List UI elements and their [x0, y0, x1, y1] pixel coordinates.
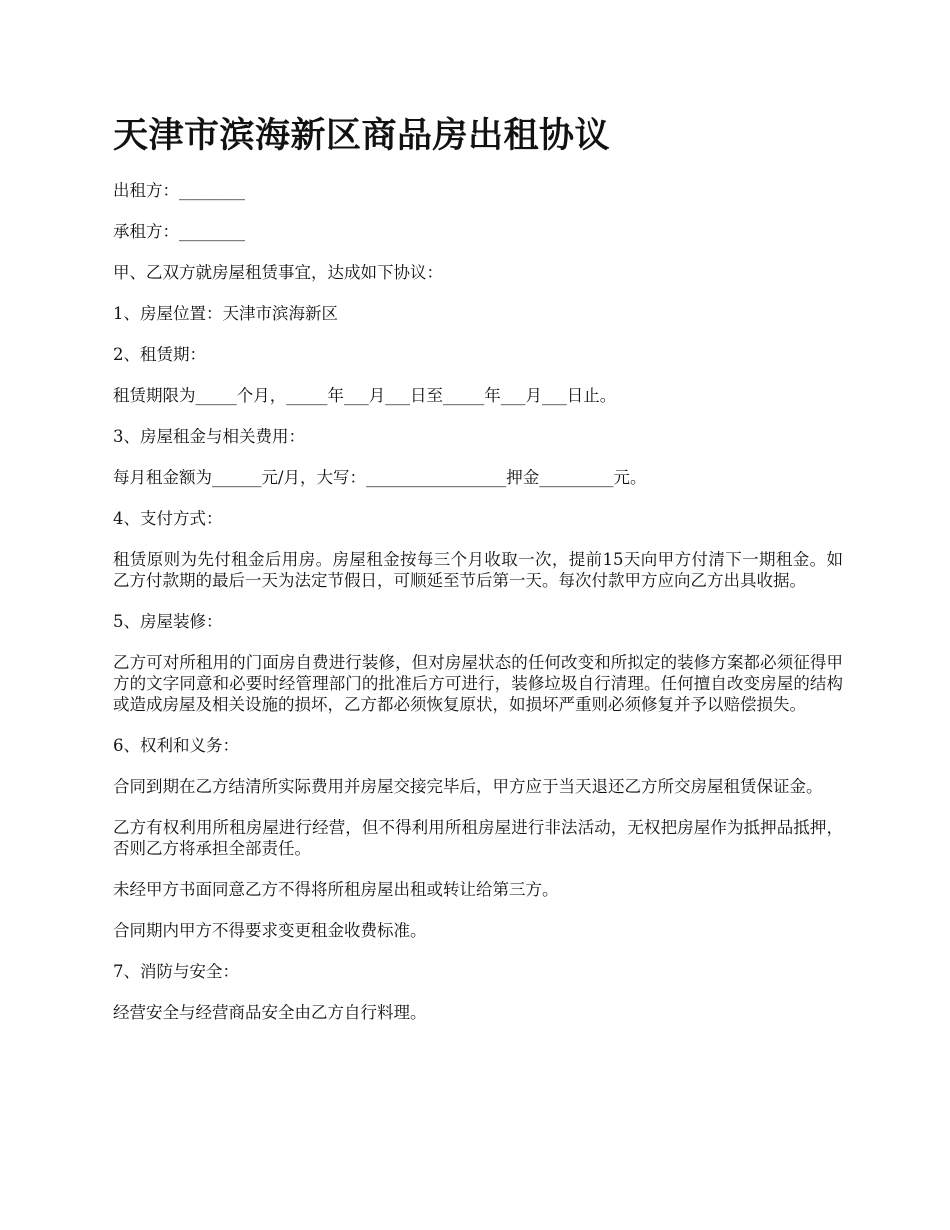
- rent-text: 每月租金额为______元/月，大写：_________________押金_________元。: [113, 468, 647, 487]
- section-heading-safety: 7、消防与安全：: [113, 962, 239, 981]
- document-page: [113, 110, 843, 1043]
- rights-text-deposit: 合同到期在乙方结清所实际费用并房屋交接完毕后，甲方应于当天退还乙方所交房屋租赁保证金。: [113, 777, 823, 796]
- safety-text: 经营安全与经营商品安全由乙方自行料理。: [113, 1003, 427, 1022]
- decoration-text: 乙方可对所租用的门面房自费进行装修，但对房屋状态的任何改变和所拟定的装修方案都必须征得甲方的文字同意和必要时经管理部门的批准后方可进行，装修垃圾自行清理。任何擅自改变房屋的结构或造成房屋及相关设施的损坏，乙方都必须恢复原状，如损坏严重则必须修复并予以赔偿损失。: [113, 653, 843, 714]
- lessor-line: 出租方：________: [113, 181, 245, 200]
- rights-text-sublease: 未经甲方书面同意乙方不得将所租房屋出租或转让给第三方。: [113, 880, 559, 899]
- rights-text-rent-change: 合同期内甲方不得要求变更租金收费标准。: [113, 921, 427, 940]
- section-heading-lease-term: 2、租赁期：: [113, 345, 206, 364]
- section-heading-rights: 6、权利和义务：: [113, 736, 239, 755]
- rights-text-usage: 乙方有权利用所租房屋进行经营，但不得利用所租房屋进行非法活动，无权把房屋作为抵押品抵押，否则乙方将承担全部责任。: [113, 818, 843, 858]
- section-heading-rent: 3、房屋租金与相关费用：: [113, 427, 305, 446]
- agreement-intro: 甲、乙双方就房屋租赁事宜，达成如下协议：: [113, 263, 443, 282]
- payment-text: 租赁原则为先付租金后用房。房屋租金按每三个月收取一次，提前15天向甲方付清下一期租金。如乙方付款期的最后一天为法定节假日，可顺延至节后第一天。每次付款甲方应向乙方出具收据。: [113, 550, 843, 590]
- document-title: 天津市滨海新区商品房出租协议: [113, 115, 611, 156]
- section-heading-decoration: 5、房屋装修：: [113, 612, 223, 631]
- section-heading-payment: 4、支付方式：: [113, 509, 223, 528]
- lease-term-text: 租赁期限为_____个月，_____年___月___日至_____年___月___日止。: [113, 386, 617, 405]
- section-heading-location: 1、房屋位置：天津市滨海新区: [113, 304, 338, 323]
- lessee-line: 承租方：________: [113, 222, 245, 241]
